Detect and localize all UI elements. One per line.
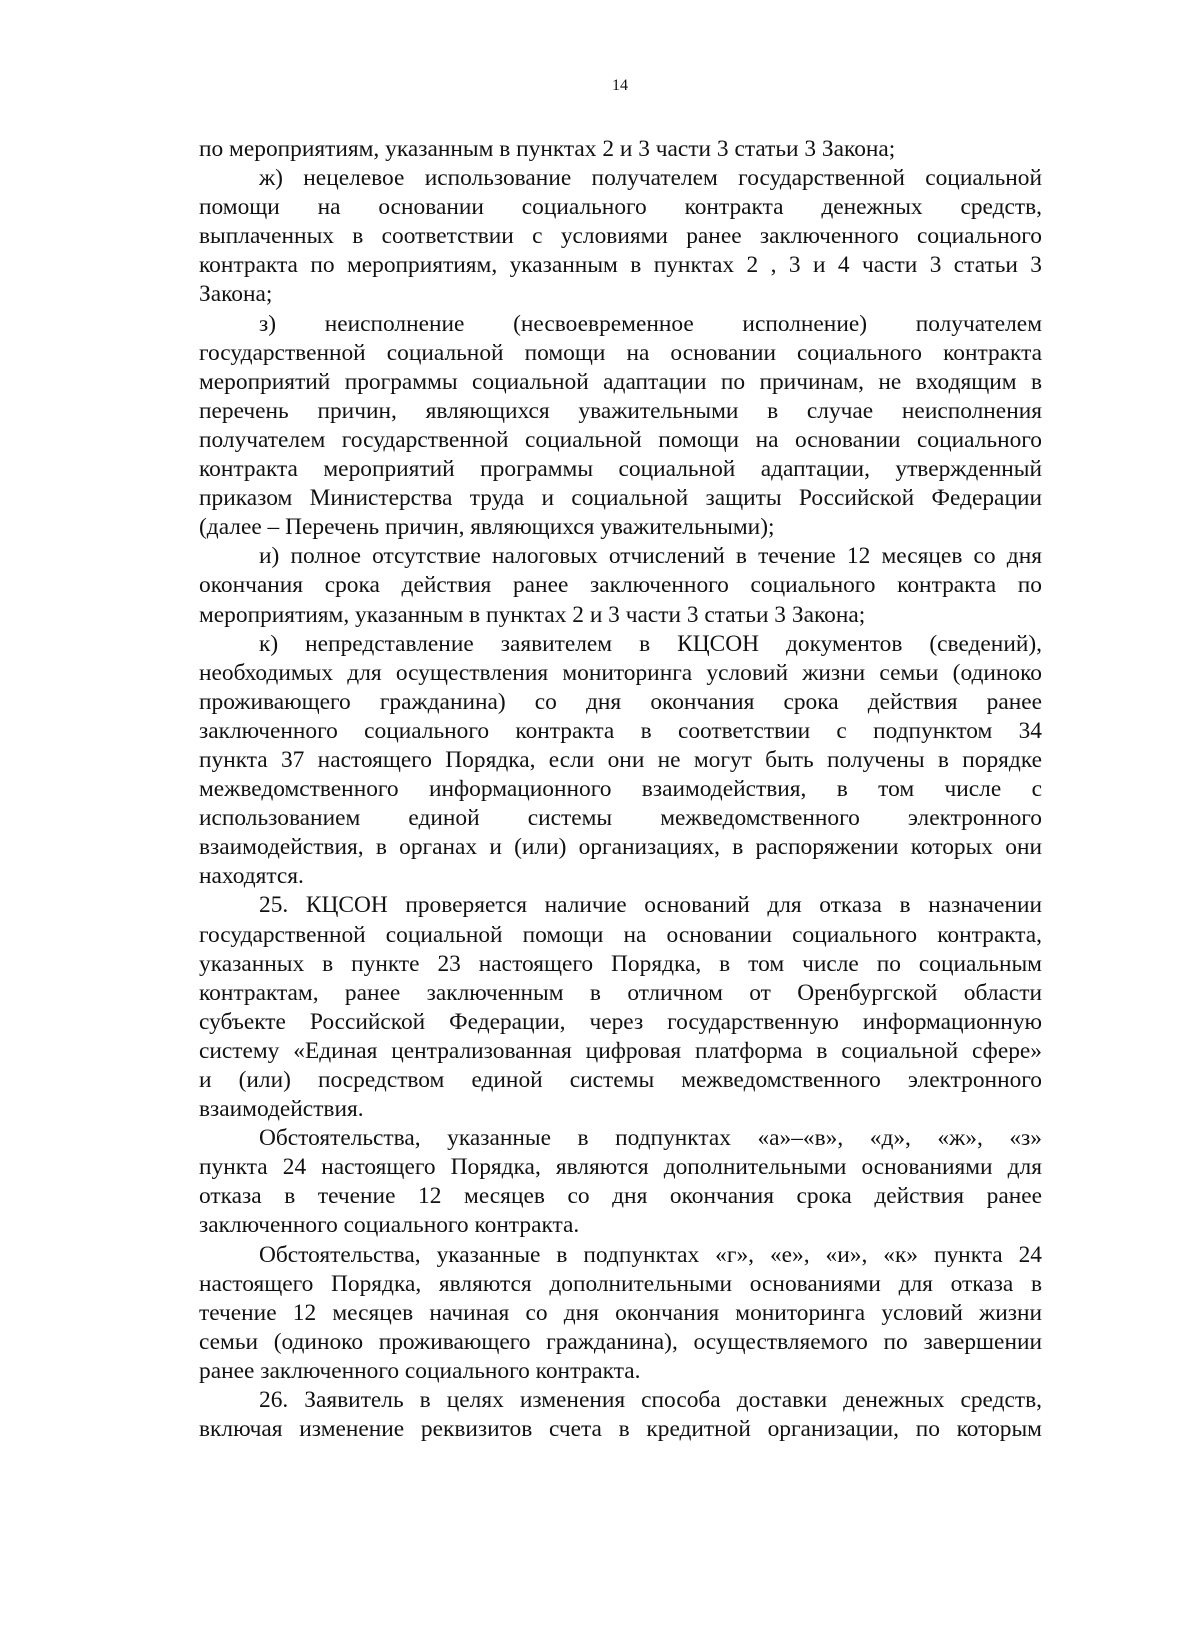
text-line: мероприятиям, указанным в пунктах 2 и 3 части 3 статьи 3 Закона;: [199, 601, 866, 628]
text-line: мероприятий программы социальной адаптации по причинам, не входящим в: [199, 368, 1042, 395]
text-line: использованием единой системы межведомственного электронного: [199, 805, 1042, 832]
text-line: и) полное отсутствие налоговых отчислений в течение 12 месяцев со дня: [259, 543, 1042, 570]
text-line: течение 12 месяцев начиная со дня окончания мониторинга условий жизни: [199, 1299, 1042, 1326]
text-line: получателем государственной социальной помощи на основании социального: [199, 426, 1042, 453]
text-line: отказа в течение 12 месяцев со дня окончания срока действия ранее: [199, 1183, 1042, 1210]
text-line: контракта мероприятий программы социальной адаптации, утвержденный: [199, 456, 1042, 483]
page-number: 14: [612, 77, 628, 94]
text-line: государственной социальной помощи на основании социального контракта,: [199, 921, 1042, 948]
text-line: окончания срока действия ранее заключенного социального контракта по: [199, 572, 1042, 599]
text-line: межведомственного информационного взаимодействия, в том числе с: [199, 776, 1042, 803]
text-line: помощи на основании социального контракта денежных средств,: [199, 194, 1042, 221]
text-line: систему «Единая централизованная цифровая платформа в социальной сфере»: [199, 1037, 1042, 1064]
text-line: и (или) посредством единой системы межведомственного электронного: [199, 1067, 1042, 1093]
text-line: Обстоятельства, указанные в подпунктах «а»–«в», «д», «ж», «з»: [259, 1125, 1042, 1152]
text-line: заключенного социального контракта в соответствии с подпунктом 34: [199, 717, 1042, 744]
text-line: пункта 37 настоящего Порядка, если они не могут быть получены в порядке: [199, 746, 1042, 773]
text-line: выплаченных в соответствии с условиями ранее заключенного социального: [199, 223, 1042, 250]
text-line: 25. КЦСОН проверяется наличие оснований для отказа в назначении: [259, 892, 1042, 919]
text-line: семьи (одиноко проживающего гражданина), осуществляемого по завершении: [199, 1328, 1042, 1355]
text-line: перечень причин, являющихся уважительными в случае неисполнения: [199, 397, 1042, 424]
text-line: 26. Заявитель в целях изменения способа доставки денежных средств,: [259, 1387, 1042, 1414]
text-line: з) неисполнение (несвоевременное исполнение) получателем: [259, 310, 1042, 337]
text-line: субъекте Российской Федерации, через государственную информационную: [199, 1008, 1042, 1035]
text-line: по мероприятиям, указанным в пунктах 2 и 3 части 3 статьи 3 Закона;: [199, 136, 896, 162]
text-line: контракта по мероприятиям, указанным в пунктах 2 , 3 и 4 части 3 статьи 3: [199, 252, 1042, 279]
text-line: Обстоятельства, указанные в подпунктах «г», «е», «и», «к» пункта 24: [259, 1241, 1042, 1268]
text-line: указанных в пункте 23 настоящего Порядка, в том числе по социальным: [199, 950, 1042, 977]
text-line: Закона;: [199, 281, 273, 308]
text-line: к) непредставление заявителем в КЦСОН документов (сведений),: [259, 630, 1042, 657]
text-line: взаимодействия.: [199, 1096, 364, 1123]
text-line: находятся.: [199, 863, 304, 890]
text-line: контрактам, ранее заключенным в отличном от Оренбургской области: [199, 979, 1042, 1006]
text-line: пункта 24 настоящего Порядка, являются дополнительными основаниями для: [199, 1154, 1042, 1181]
text-line: государственной социальной помощи на основании социального контракта: [199, 339, 1042, 366]
text-line: (далее – Перечень причин, являющихся уважительными);: [199, 514, 775, 541]
text-line: приказом Министерства труда и социальной защиты Российской Федерации: [199, 485, 1042, 512]
text-line: ж) нецелевое использование получателем государственной социальной: [259, 165, 1042, 192]
text-line: проживающего гражданина) со дня окончания срока действия ранее: [199, 688, 1042, 715]
text-line: заключенного социального контракта.: [199, 1212, 580, 1239]
text-line: настоящего Порядка, являются дополнительными основаниями для отказа в: [199, 1270, 1042, 1297]
document-body: [199, 135, 1042, 1444]
text-line: включая изменение реквизитов счета в кредитной организации, по которым: [199, 1416, 1042, 1443]
text-line: ранее заключенного социального контракта.: [199, 1357, 641, 1384]
text-line: необходимых для осуществления мониторинга условий жизни семьи (одиноко: [199, 659, 1042, 686]
text-line: взаимодействия, в органах и (или) организациях, в распоряжении которых они: [199, 834, 1042, 861]
